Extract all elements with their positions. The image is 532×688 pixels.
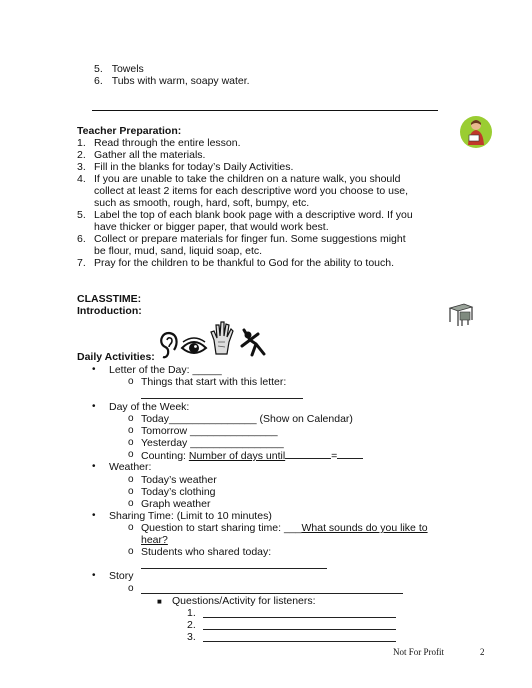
listener-blank-1[interactable]	[203, 617, 396, 618]
listener-num: 1.	[187, 607, 196, 619]
eye-icon	[180, 336, 208, 358]
weather-item: Graph weather	[141, 498, 211, 510]
ear-icon	[158, 330, 180, 360]
supply-item-5	[94, 63, 144, 75]
story-heading: Story	[109, 570, 134, 582]
sub-bullet: o	[128, 486, 134, 497]
listener-num: 3.	[187, 631, 196, 643]
bullet: •	[92, 401, 96, 412]
weather-item: Today’s weather	[141, 474, 217, 486]
supply-num: 5.	[94, 63, 103, 75]
story-blank[interactable]	[141, 593, 403, 594]
bullet: •	[92, 461, 96, 472]
supply-text: Towels	[111, 63, 144, 75]
footer-text: Not For Profit	[393, 647, 445, 657]
sub-bullet: o	[128, 437, 134, 448]
prep-step-text: Pray for the children to be thankful to God for the ability to touch.	[94, 257, 395, 269]
sharing-question-text: What sounds do you like to	[301, 522, 428, 534]
listener-questions: Questions/Activity for listeners:	[172, 595, 316, 607]
counting-days-until: Number of days until	[188, 450, 286, 462]
listener-blank-3[interactable]	[203, 641, 396, 642]
sub-bullet: o	[128, 522, 134, 533]
prep-step-number: 3.	[77, 161, 86, 173]
sub-bullet: o	[128, 449, 134, 460]
letter-things: Things that start with this letter:	[141, 376, 287, 388]
sub-bullet: o	[128, 546, 134, 557]
sub-bullet: o	[128, 474, 134, 485]
counting-field	[141, 449, 363, 462]
prep-step-text: Read through the entire lesson.	[94, 137, 241, 149]
supply-item-6	[94, 75, 250, 87]
teacher-prep-heading: Teacher Preparation:	[77, 125, 182, 137]
square-bullet: ■	[157, 597, 162, 606]
weather-heading: Weather:	[109, 461, 152, 473]
introduction-heading: Introduction:	[77, 305, 142, 317]
sub-bullet: o	[128, 376, 134, 387]
classtime-heading: CLASSTIME:	[77, 293, 142, 305]
counting-prefix: Counting:	[141, 450, 189, 462]
page-number: 2	[480, 647, 485, 657]
sub-bullet: o	[128, 583, 134, 594]
school-desk-icon	[446, 298, 476, 328]
day-of-week: Day of the Week:	[109, 401, 190, 413]
supply-num: 6.	[94, 75, 103, 87]
prep-step-number: 7.	[77, 257, 86, 269]
today-field: Today_______________ (Show on Calendar)	[141, 413, 353, 425]
prep-step-number: 6.	[77, 233, 86, 245]
sub-bullet: o	[128, 498, 134, 509]
prep-step-number: 4.	[77, 173, 86, 185]
yesterday-field: Yesterday ________________	[141, 437, 284, 449]
letter-things-blank[interactable]	[141, 398, 303, 399]
section-divider	[92, 110, 438, 111]
listener-blank-2[interactable]	[203, 629, 396, 630]
listener-num: 2.	[187, 619, 196, 631]
stretching-figure-icon	[238, 328, 274, 358]
prep-step-number: 5.	[77, 209, 86, 221]
prep-step-text: Fill in the blanks for today’s Daily Activities.	[94, 161, 294, 173]
teacher-figure-icon	[459, 115, 493, 149]
hand-icon	[209, 320, 235, 356]
prep-step-text: Collect or prepare materials for finger fun. Some suggestions might be flour, mud, sand, liquid soap, etc.	[94, 233, 406, 257]
prep-step-number: 2.	[77, 149, 86, 161]
bullet: •	[92, 364, 96, 375]
sharing-question-cont: hear?	[141, 534, 168, 546]
students-shared: Students who shared today:	[141, 546, 272, 558]
counting-equals: =	[331, 450, 338, 462]
sharing-time: Sharing Time: (Limit to 10 minutes)	[109, 510, 272, 522]
sharing-question	[141, 522, 428, 534]
tomorrow-field: Tomorrow _______________	[141, 425, 278, 437]
weather-item: Today’s clothing	[141, 486, 216, 498]
letter-of-day: Letter of the Day: _____	[109, 364, 222, 376]
prep-step-number: 1.	[77, 137, 86, 149]
sub-bullet: o	[128, 413, 134, 424]
prep-step-text: Gather all the materials.	[94, 149, 206, 161]
prep-step-text: Label the top of each blank book page with a descriptive word. If you have thicker or bigger paper, that would work best.	[94, 209, 413, 233]
sub-bullet: o	[128, 425, 134, 436]
sharing-question-prefix: Question to start sharing time: ___	[141, 522, 302, 534]
supply-text: Tubs with warm, soapy water.	[111, 75, 250, 87]
students-shared-blank[interactable]	[141, 568, 327, 569]
bullet: •	[92, 510, 96, 521]
bullet: •	[92, 570, 96, 581]
prep-step-text: If you are unable to take the children on a nature walk, you should collect at least 2 items for each descriptive word you choose to use, such as smooth, rough, hard, soft, bumpy, etc.	[94, 173, 408, 209]
daily-activities-heading: Daily Activities:	[77, 351, 155, 363]
